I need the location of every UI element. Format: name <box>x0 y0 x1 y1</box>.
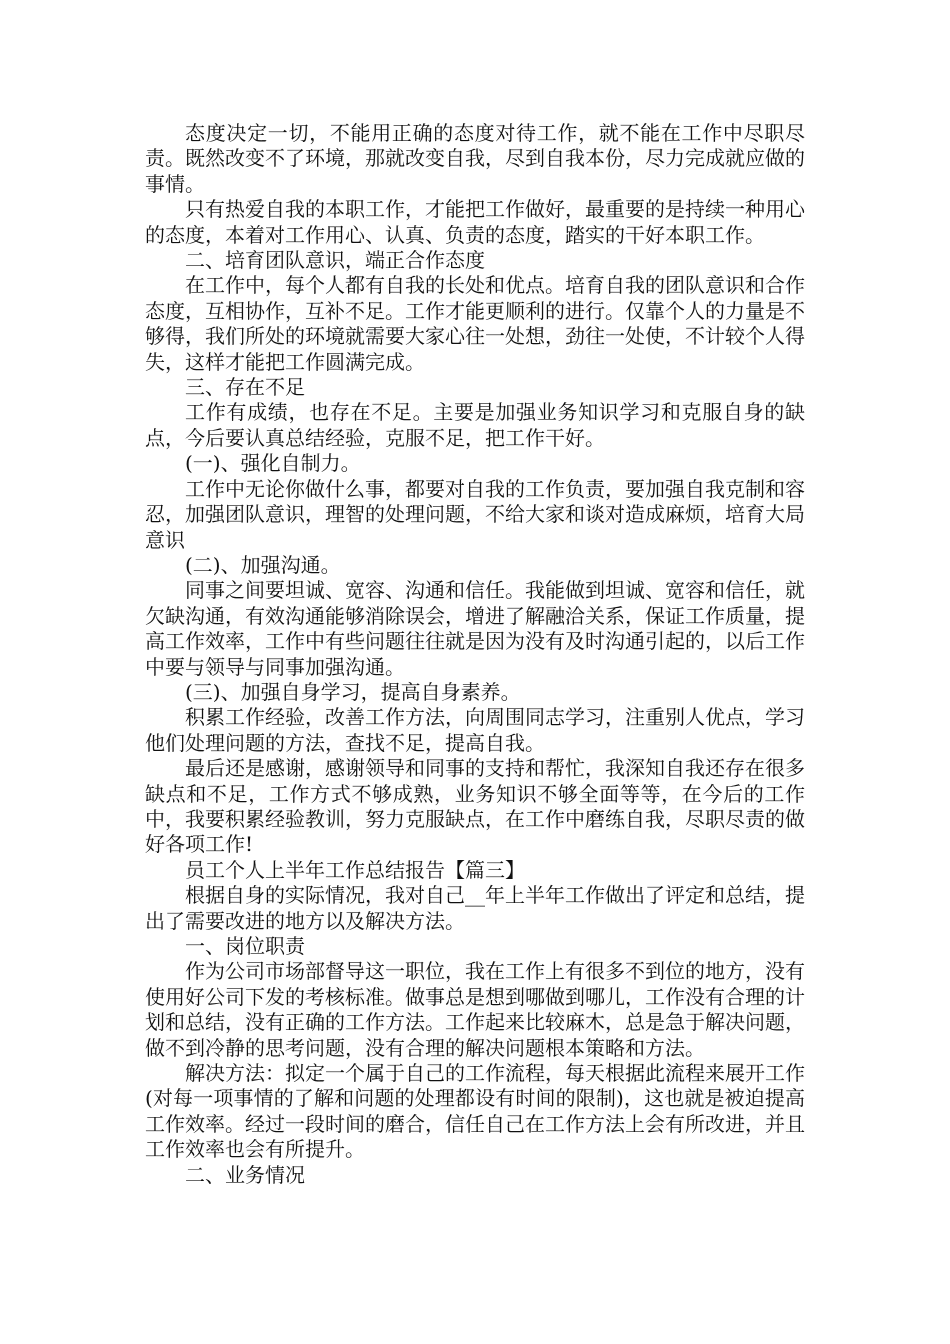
subheading-communication: (二)、加强沟通。 <box>185 552 341 577</box>
paragraph-attitude: 态度决定一切，不能用正确的态度对待工作，就不能在工作中尽职尽责。既然改变不了环境，那就改变自我，尽到自我本份，尽力完成就应做的事情。 <box>145 121 805 196</box>
paragraph-self-control: 工作中无论你做什么事，都要对自我的工作负责，要加强自我克制和容忍，加强团队意识，理智的处理问题，不给大家和谈对造成麻烦，培育大局意识 <box>145 476 805 552</box>
subheading-self-control: (一)、强化自制力。 <box>185 451 361 476</box>
paragraph-intro: 根据自身的实际情况，我对自己__年上半年工作做出了评定和总结，提出了需要改进的地方以及解决方法。 <box>145 883 805 933</box>
heading-business: 二、业务情况 <box>185 1162 305 1187</box>
heading-team-spirit: 二、培育团队意识，端正合作态度 <box>185 248 485 273</box>
paragraph-communication: 同事之间要坦诚、宽容、沟通和信任。我能做到坦诚、宽容和信任，就欠缺沟通，有效沟通能够消除误会，增进了解融洽关系，保证工作质量，提高工作效率，工作中有些问题往往就是因为没有及时沟通引起的，以后工作中要与领导与同事加强沟通。 <box>145 578 805 679</box>
heading-shortcomings: 三、存在不足 <box>185 375 305 400</box>
heading-job-duties: 一、岗位职责 <box>185 934 305 958</box>
document-page <box>145 121 805 1188</box>
paragraph-solution: 解决方法：拟定一个属于自己的工作流程，每天根据此流程来展开工作(对每一项事情的了解和问题的处理都设有时间的限制)，这也就是被迫提高工作效率。经过一段时间的磨合，信任自己在工作方法上会有所改进，并且工作效率也会有所提升。 <box>145 1061 805 1162</box>
section-title-part-three: 员工个人上半年工作总结报告【篇三】 <box>185 857 525 882</box>
paragraph-self-study: 积累工作经验，改善工作方法，向周围同志学习，注重别人优点，学习他们处理问题的方法，查找不足，提高自我。 <box>145 705 805 755</box>
paragraph-team-spirit: 在工作中，每个人都有自我的长处和优点。培育自我的团队意识和合作态度，互相协作，互补不足。工作才能更顺利的进行。仅靠个人的力量是不够得，我们所处的环境就需要大家心往一处想，劲往一处使，不计较个人得失，这样才能把工作圆满完成。 <box>145 273 805 374</box>
subheading-self-study: (三)、加强自身学习，提高自身素养。 <box>185 679 521 704</box>
paragraph-thanks: 最后还是感谢，感谢领导和同事的支持和帮忙，我深知自我还存在很多缺点和不足，工作方式不够成熟，业务知识不够全面等等，在今后的工作中，我要积累经验教训，努力克服缺点，在工作中磨练自我，尽职尽责的做好各项工作! <box>145 756 805 857</box>
paragraph-shortcomings: 工作有成绩，也存在不足。主要是加强业务知识学习和克服自身的缺点，今后要认真总结经验，克服不足，把工作干好。 <box>145 400 805 450</box>
paragraph-job-duties: 作为公司市场部督导这一职位，我在工作上有很多不到位的地方，没有使用好公司下发的考核标准。做事总是想到哪做到哪儿，工作没有合理的计划和总结，没有正确的工作方法。工作起来比较麻木，总是急于解决问题，做不到冷静的思考问题，没有合理的解决问题根本策略和方法。 <box>145 959 805 1060</box>
paragraph-love-work: 只有热爱自我的本职工作，才能把工作做好，最重要的是持续一种用心的态度，本着对工作用心、认真、负责的态度，踏实的干好本职工作。 <box>145 197 805 247</box>
